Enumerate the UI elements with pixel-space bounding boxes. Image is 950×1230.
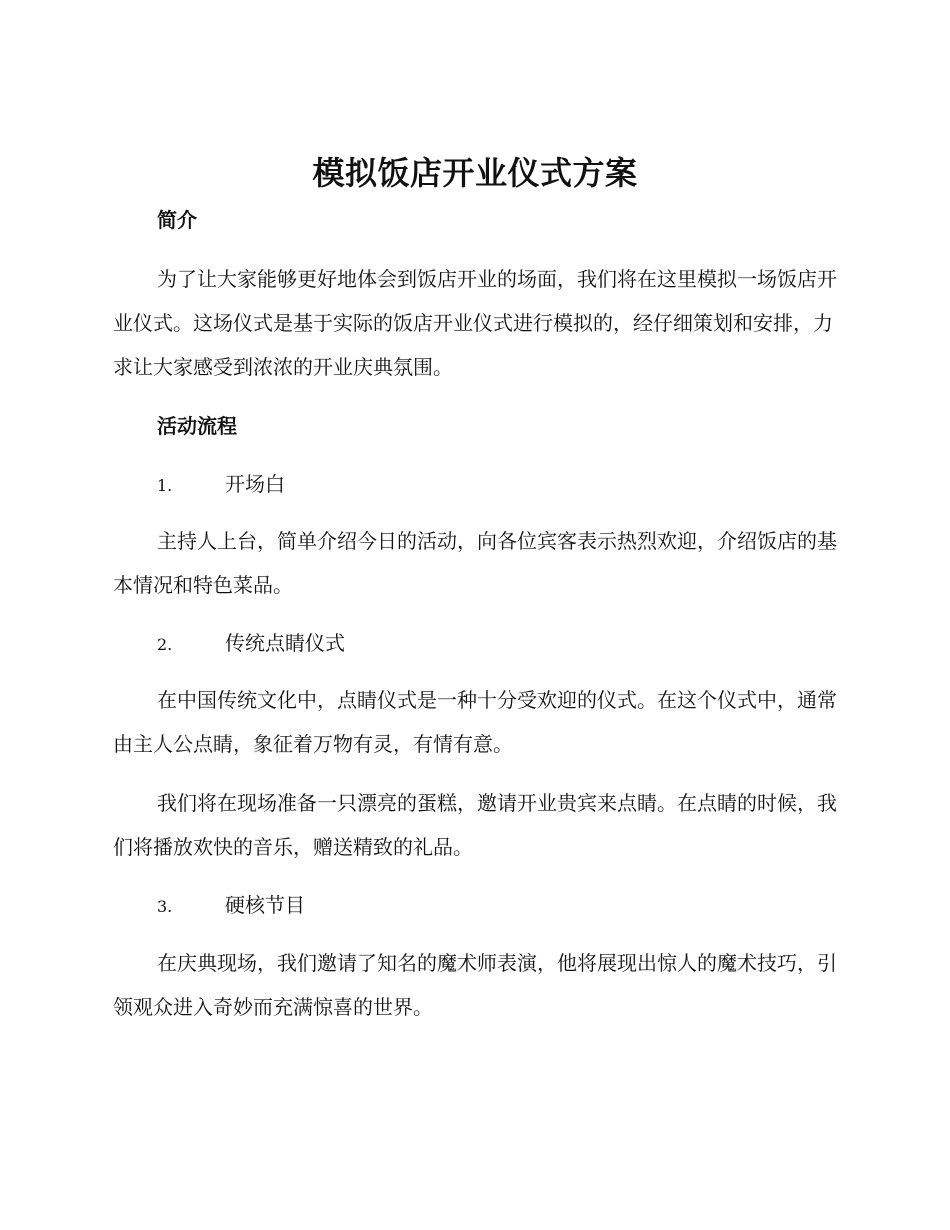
list-item-number: 3.	[157, 897, 173, 916]
list-item-3	[157, 891, 305, 921]
document-title: 模拟饭店开业仪式方案	[312, 154, 638, 192]
list-item-title: 开场白	[225, 472, 285, 496]
list-item-number: 2.	[157, 635, 173, 654]
list-item-title: 硬核节目	[225, 893, 305, 917]
intro-paragraph: 为了让大家能够更好地体会到饭店开业的场面，我们将在这里模拟一场饭店开业仪式。这场仪式是基于实际的饭店开业仪式进行模拟的，经仔细策划和安排，力求让大家感受到浓浓的开业庆典氛围。	[113, 267, 837, 379]
item-2-paragraph-1: 在中国传统文化中，点睛仪式是一种十分受欢迎的仪式。在这个仪式中，通常由主人公点睛，象征着万物有灵，有情有意。	[113, 688, 837, 756]
list-item-number: 1.	[157, 476, 173, 495]
item-2-paragraph-2: 我们将在现场准备一只漂亮的蛋糕，邀请开业贵宾来点睛。在点睛的时候，我们将播放欢快的音乐，赠送精致的礼品。	[113, 791, 837, 859]
list-item-1	[157, 470, 285, 500]
list-item-2	[157, 629, 345, 659]
section-heading-process: 活动流程	[157, 414, 237, 438]
list-item-title: 传统点睛仪式	[225, 631, 345, 655]
item-1-paragraph: 主持人上台，简单介绍今日的活动，向各位宾客表示热烈欢迎，介绍饭店的基本情况和特色菜品。	[113, 529, 837, 597]
item-3-paragraph: 在庆典现场，我们邀请了知名的魔术师表演，他将展现出惊人的魔术技巧，引领观众进入奇妙而充满惊喜的世界。	[113, 951, 837, 1019]
section-heading-intro: 简介	[157, 208, 197, 232]
